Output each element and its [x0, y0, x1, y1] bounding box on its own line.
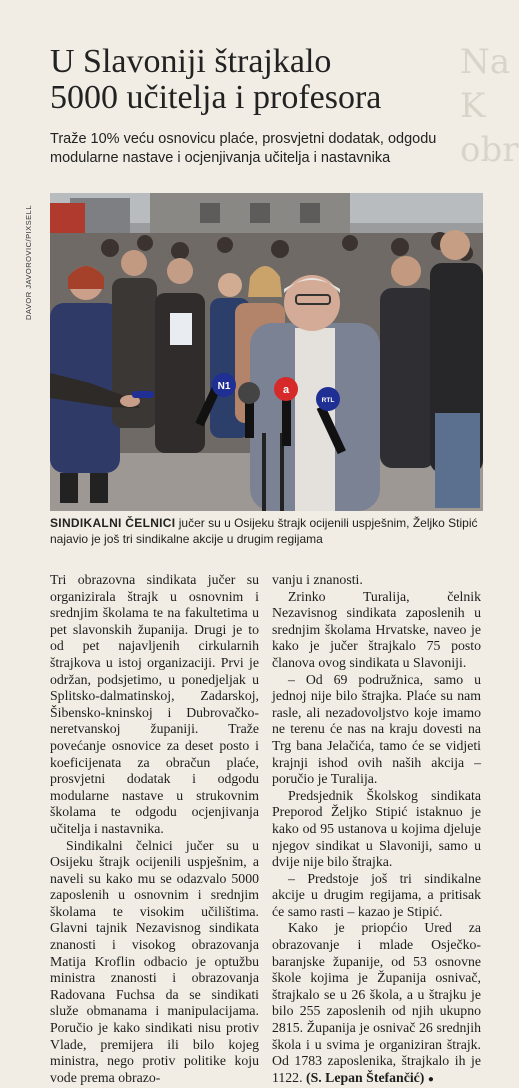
- photo-illustration: [50, 193, 483, 511]
- headline: [50, 44, 470, 116]
- caption-lead: SINDIKALNI ČELNICI: [50, 516, 176, 530]
- author-signature: (S. Lepan Štefančić): [305, 1069, 425, 1085]
- end-mark: ●: [427, 1073, 434, 1085]
- article-column-1: [50, 572, 259, 1086]
- mic-label-n1: N1: [217, 381, 231, 392]
- article-column-2: [272, 572, 481, 1088]
- deck-subheading: Traže 10% veću osnovicu plaće, prosvjetni dodatak, odgodu modularne nastave i ocjenjivanja učitelja i nastavnika: [50, 131, 437, 166]
- headline-line-1: U Slavoniji štrajkalo: [50, 43, 332, 80]
- photo-caption: [50, 515, 480, 547]
- paragraph: – Predstoje još tri sindikalne akcije u drugim regijama, a pritisak će samo rasti – kazao je Stipić.: [272, 870, 481, 919]
- paragraph: – Od 69 podružnica, samo u jednoj nije bilo štrajka. Plaće su nam rasle, ali nezadovoljstvo koje imamo ne terenu će nas na kraju dovesti na Trg bana Jelačića, tamo će se vidjeti krajnji ishod ovih naših akcija – poručio je Turalija.: [272, 671, 481, 787]
- photo-credit: DAVOR JAVOROVIC/PIXSELL: [24, 204, 33, 320]
- final-paragraph: [272, 920, 481, 1088]
- mic-label-a: a: [282, 384, 290, 396]
- paragraph-text: Kako je priopćio Ured za obrazovanje i mlade Osječko-baranjske županije, od 53 osnovne škole kojima je Županija osnivač, štrajkalo se u 26 škola, a u štrajku je bilo 255 zaposlenih od njih ukupno 2815. Županija je osnivač 26 srednjih škola i u svima je organiziran štrajk. Od 1783 zaposlenika, štrajkalo ih je 1122.: [272, 920, 481, 1085]
- news-photo: [50, 193, 483, 511]
- adjacent-page-bleed: Na K obr: [460, 42, 519, 170]
- paragraph: Sindikalni čelnici jučer su u Osijeku štrajk ocijenili uspješnim, a naveli su kako mu se odazvalo 5000 zaposlenih u osnovnim i srednjim školama te visokim učilištima. Glavni tajnik Nezavisnog sindikata znanosti i visokog obrazovanja Matija Kroflin odbacio je optužbu ministra znanosti i obrazovanja Radovana Fuchsa da se sindikati služe obmanama i manipulacijama. Poručio je kako sindikati nisu protiv Vlade, premijera ili bilo kojeg ministra, nego protiv politike koju vode prema obrazo-: [50, 837, 259, 1085]
- paragraph: Predsjednik Školskog sindikata Preporod Željko Stipić istaknuo je kako od 95 ustanova u kojima djeluje njegov sindikat u Slavoniji, samo u dvije nije bilo štrajka.: [272, 787, 481, 870]
- mic-label-rtl: RTL: [321, 397, 335, 404]
- paragraph: Tri obrazovna sindikata jučer su organizirala štrajk u osnovnim i srednjim školama te na fakultetima u pet slavonskih županija. Drugi je to od pet najavljenih cirkularnih štrajkova u istoj organizaciji. Prvi je održan, podsjetimo, u ponedjeljak u Splitsko-dalmatinskoj, Zadarskoj, Šibensko-kninskoj i Dubrovačko-neretvanskoj županiji. Traže povećanje osnovice za deset posto i koeficijenata za obračun plaće, prosvjetni dodatak i odgodu modularne nastave u strukovnim školama te odgodu ocjenjivanja učitelja i nastavnika.: [50, 572, 259, 836]
- paragraph-continuation: vanju i znanosti.: [272, 572, 363, 587]
- headline-line-2: 5000 učitelja i profesora: [50, 79, 382, 116]
- caption-text: jučer su u Osijeku štrajk ocijenili uspješnim, Željko Stipić najavio je još tri sindikalne akcije u drugim regijama: [50, 516, 478, 546]
- paragraph: Zrinko Turalija, čelnik Nezavisnog sindikata zaposlenih u srednjim školama Hrvatske, naveo je kako je jučer štrajkalo 75 posto članova ovog sindikata u Slavoniji.: [272, 588, 481, 670]
